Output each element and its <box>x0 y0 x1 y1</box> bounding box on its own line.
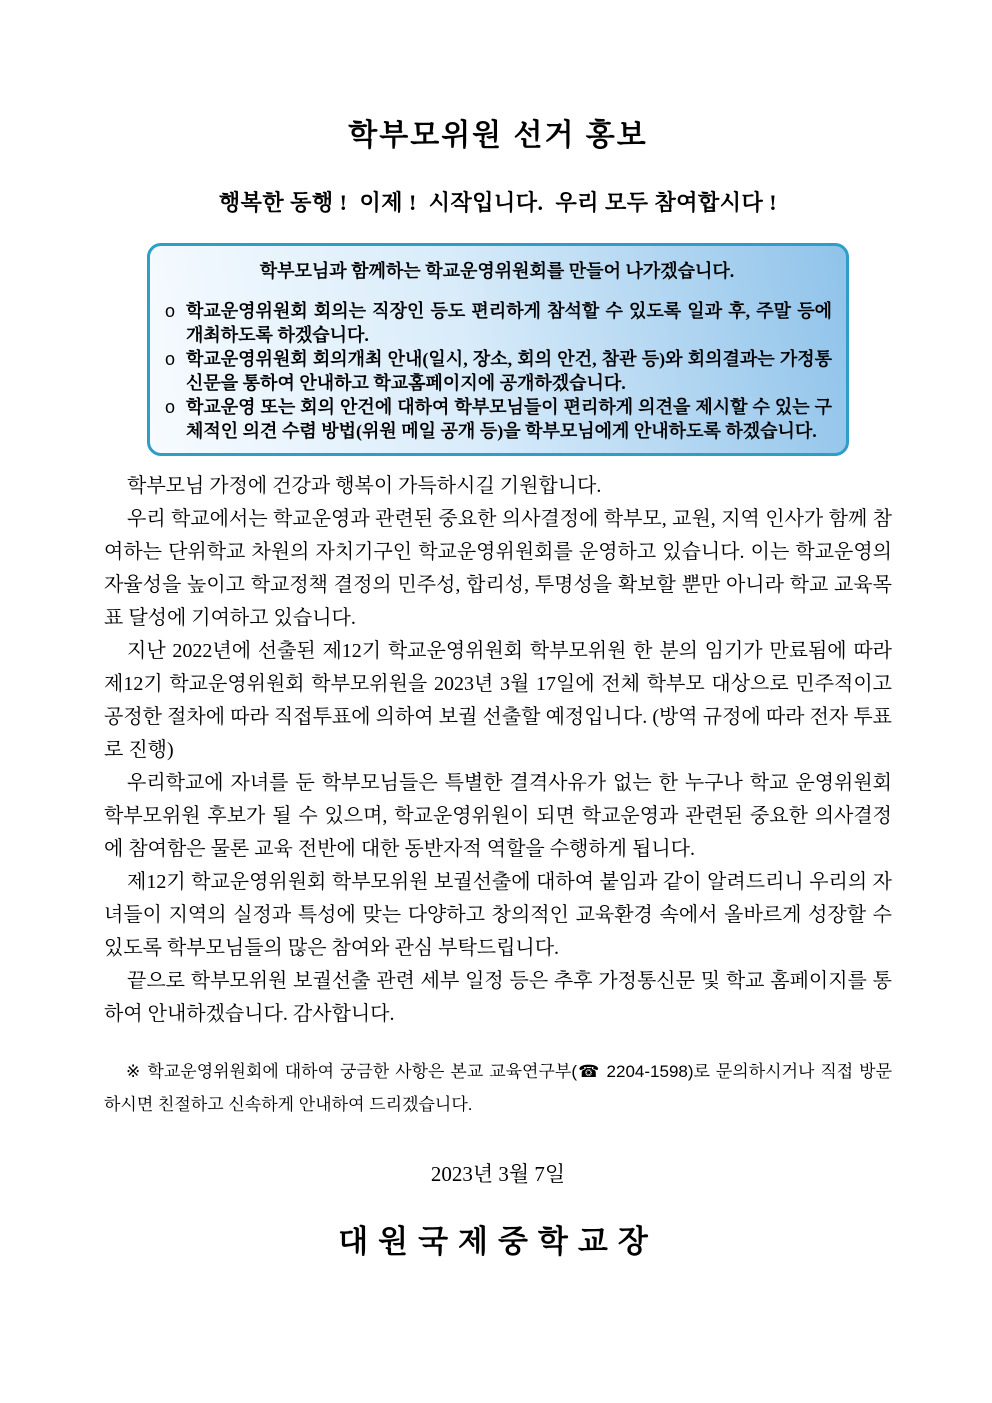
body-paragraph: 끝으로 학부모위원 보궐선출 관련 세부 일정 등은 추후 가정통신문 및 학교 홈페이지를 통하여 안내하겠습니다. 감사합니다. <box>104 970 892 1025</box>
notice-bullet-item <box>162 395 832 443</box>
bullet-text: 학교운영위원회 회의는 직장인 등도 편리하게 참석할 수 있도록 일과 후, 주말 등에 개최하도록 하겠습니다. <box>186 301 832 345</box>
body-paragraph: 우리학교에 자녀를 둔 학부모님들은 특별한 결격사유가 없는 한 누구나 학교 운영위원회 학부모위원 후보가 될 수 있으며, 학교운영위원이 되면 학교운영과 관련된 중요한 의사결정에 참여함은 물론 교육 전반에 대한 동반자적 역할을 수행하게 됩니다. <box>104 772 892 860</box>
page-subtitle: 행복한 동행 ! 이제 ! 시작입니다. 우리 모두 참여합시다 ! <box>218 190 778 215</box>
date-line: 2023년 3월 7일 <box>430 1162 566 1186</box>
footnote-marker: ※ <box>126 1062 142 1081</box>
footnote <box>104 1055 892 1121</box>
body-text <box>104 470 892 1031</box>
notice-bullet-item <box>162 299 832 347</box>
bullet-marker: o <box>165 397 176 417</box>
body-paragraph: 제12기 학교운영위원회 학부모위원 보궐선출에 대하여 붙임과 같이 알려드리니 우리의 자녀들이 지역의 실정과 특성에 맞는 다양하고 창의적인 교육환경 속에서 올바르게 성장할 수 있도록 학부모님들의 많은 참여와 관심 부탁드립니다. <box>104 871 892 959</box>
body-paragraph: 우리 학교에서는 학교운영과 관련된 중요한 의사결정에 학부모, 교원, 지역 인사가 함께 참여하는 단위학교 차원의 자치기구인 학교운영위원회를 운영하고 있습니다. 이는 학교운영의 자율성을 높이고 학교정책 결정의 민주성, 합리성, 투명성을 확보할 뿐만 아니라 학교 교육목표 달성에 기여하고 있습니다. <box>104 508 892 629</box>
notice-bullet-item <box>162 347 832 395</box>
page-title: 학부모위원 선거 홍보 <box>348 119 648 152</box>
bullet-text: 학교운영위원회 회의개최 안내(일시, 장소, 회의 안건, 참관 등)와 회의결과는 가정통신문을 통하여 안내하고 학교홈페이지에 공개하겠습니다. <box>186 349 832 393</box>
notice-box <box>147 243 849 456</box>
body-paragraph: 학부모님 가정에 건강과 행복이 가득하시길 기원합니다. <box>127 475 602 497</box>
body-paragraph: 지난 2022년에 선출된 제12기 학교운영위원회 학부모위원 한 분의 임기가 만료됨에 따라 제12기 학교운영위원회 학부모위원을 2023년 3월 17일에 전체 학부모 대상으로 민주적이고 공정한 절차에 따라 직접투표에 의하여 보궐 선출할 예정입니다. (방역 규정에 따라 전자 투표로 진행) <box>104 640 892 761</box>
footnote-text: 학교운영위원회에 대하여 궁금한 사항은 본교 교육연구부(☎ 2204-1598)로 문의하시거나 직접 방문하시면 친절하고 신속하게 안내하여 드리겠습니다. <box>104 1062 893 1114</box>
notice-box-heading: 학부모님과 함께하는 학교운영위원회를 만들어 나가겠습니다. <box>259 261 735 281</box>
bullet-marker: o <box>165 301 176 321</box>
signature-line: 대원국제중학교장 <box>338 1224 658 1259</box>
bullet-marker: o <box>165 349 176 369</box>
bullet-text: 학교운영 또는 회의 안건에 대하여 학부모님들이 편리하게 의견을 제시할 수 있는 구체적인 의견 수렴 방법(위원 메일 공개 등)을 학부모님에게 안내하도록 하겠습니다. <box>186 397 832 441</box>
